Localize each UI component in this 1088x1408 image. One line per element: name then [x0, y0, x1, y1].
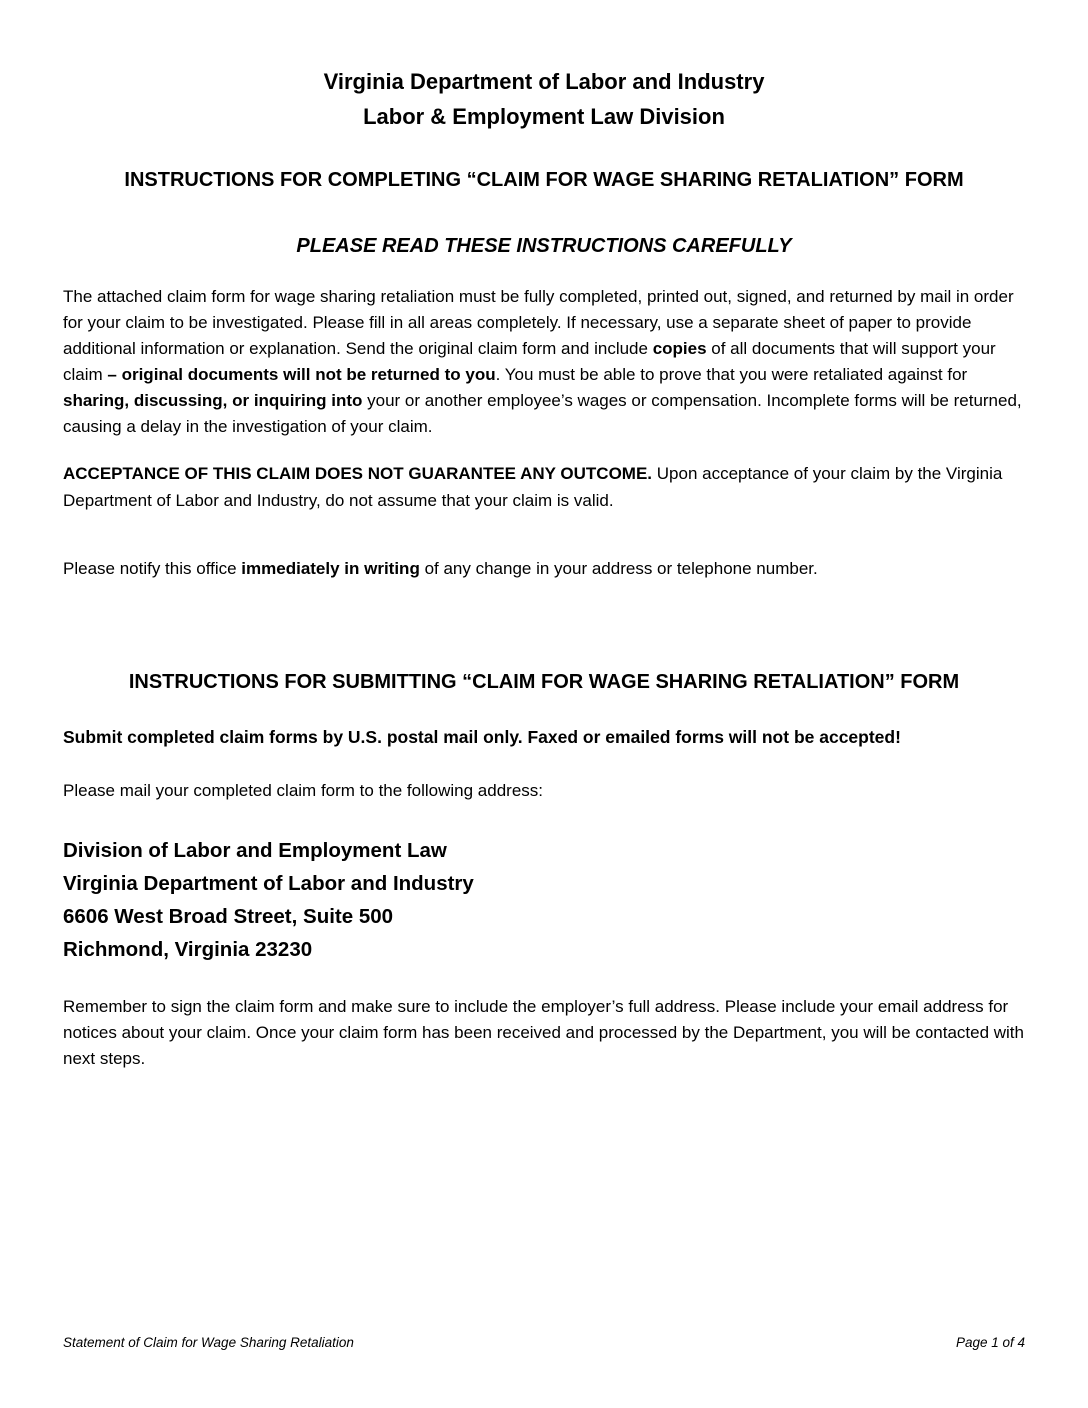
intro-run-7: your or another employee’s wages or compensation. Incomplete forms will be returned, causing a delay in the investigation of your claim.	[63, 391, 1022, 436]
notify-run-1: Please notify this office	[63, 559, 242, 578]
submit-by-mail-notice: Submit completed claim forms by U.S. postal mail only. Faxed or emailed forms will not be accepted!	[63, 727, 901, 747]
closing-paragraph: Remember to sign the claim form and make sure to include the employer’s full address. Please include your email address for notices about your claim. Once your claim form has been received and processed by the Department, you will be contacted with next steps.	[63, 997, 1024, 1068]
document-title-line1: Virginia Department of Labor and Industry	[323, 69, 765, 94]
address-line-2: Virginia Department of Labor and Industry	[63, 872, 474, 895]
notify-paragraph	[63, 556, 1025, 582]
page-footer	[63, 1334, 1025, 1352]
intro-run-1: The attached claim form for wage sharing retaliation must be fully completed, printed out, signed, and returned by mail in order for your claim to be investigated. Please fill in all areas completely. If necessary, use a separate sheet of paper to provide additional information or explanation. Send the original claim form and include	[63, 287, 1014, 358]
heading-submitting-instructions: INSTRUCTIONS FOR SUBMITTING “CLAIM FOR WAGE SHARING RETALIATION” FORM	[128, 671, 960, 693]
intro-run-2-bold: copies	[652, 339, 707, 358]
document-title-line2: Labor & Employment Law Division	[363, 104, 725, 129]
mail-intro-line: Please mail your completed claim form to the following address:	[63, 781, 543, 800]
address-line-1: Division of Labor and Employment Law	[63, 839, 447, 862]
mailing-address-block	[63, 834, 1025, 966]
address-line-4: Richmond, Virginia 23230	[63, 938, 313, 961]
intro-run-6-bold: sharing, discussing, or inquiring into	[63, 391, 363, 410]
footer-document-name: Statement of Claim for Wage Sharing Retaliation	[63, 1335, 354, 1350]
intro-run-4-bold: – original documents will not be returned to you	[107, 365, 496, 384]
document-header	[63, 64, 1025, 134]
heading-read-carefully: PLEASE READ THESE INSTRUCTIONS CAREFULLY	[296, 235, 792, 257]
intro-run-3: of all documents that will support your claim	[63, 339, 996, 384]
footer-page-number: Page 1 of 4	[955, 1335, 1025, 1350]
acceptance-run-2: Upon acceptance of your claim by the Virginia Department of Labor and Industry, do not assume that your claim is valid.	[63, 464, 1003, 510]
address-line-3: 6606 West Broad Street, Suite 500	[63, 905, 394, 928]
intro-run-5: . You must be able to prove that you were retaliated against for	[495, 365, 968, 384]
acceptance-paragraph	[63, 460, 1025, 514]
notify-run-2-bold: immediately in writing	[241, 559, 420, 578]
heading-completing-instructions: INSTRUCTIONS FOR COMPLETING “CLAIM FOR WAGE SHARING RETALIATION” FORM	[124, 169, 964, 191]
intro-paragraph	[63, 284, 1025, 440]
acceptance-run-1-bold: ACCEPTANCE OF THIS CLAIM DOES NOT GUARANTEE ANY OUTCOME.	[63, 464, 653, 483]
notify-run-3: of any change in your address or telephone number.	[419, 559, 818, 578]
